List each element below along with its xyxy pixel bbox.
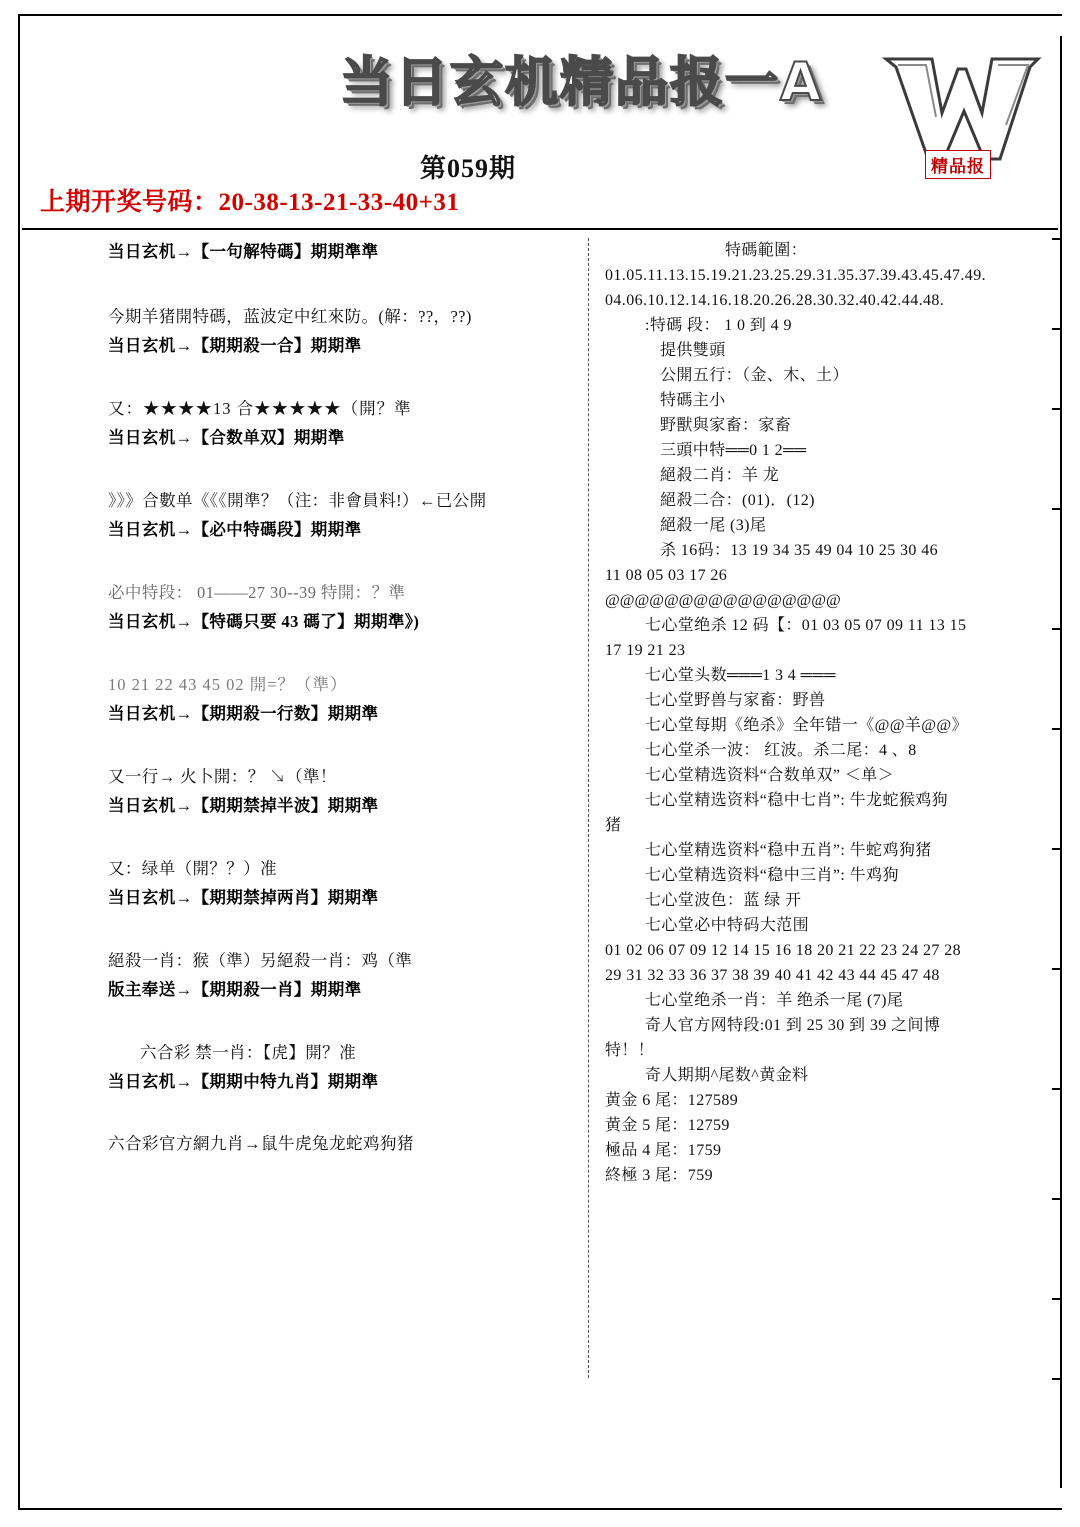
- list-item: [60, 856, 580, 912]
- header-divider: [22, 228, 1058, 230]
- block-head: 10 21 22 43 45 02 開=？（準）: [108, 675, 348, 694]
- right-line: 絕殺一尾 (3)尾: [660, 517, 767, 534]
- list-item: [60, 672, 580, 728]
- logo-mark-icon: [880, 55, 1050, 165]
- right-line: 七心堂精选资料“合数单双” ＜单＞: [645, 767, 895, 784]
- right-line: 七心堂精选资料“稳中三肖”: 牛鸡狗: [645, 867, 899, 884]
- list-item: [60, 764, 580, 820]
- block-main: 当日玄机→【期期中特九肖】期期準: [108, 1072, 379, 1091]
- right-line: 三頭中特══0 1 2══: [660, 442, 807, 459]
- badge-label: 精品报: [925, 150, 991, 179]
- right-line: 29 31 32 33 36 37 38 39 40 41 42 43 44 45 47 48: [605, 967, 940, 984]
- right-line: 黄金 6 尾：127589: [605, 1092, 739, 1109]
- column-divider: [588, 238, 590, 1378]
- right-line: 七心堂野兽与家畜：野兽: [645, 692, 826, 709]
- list-item: [60, 580, 580, 636]
- right-line: 絕殺二肖：羊 龙: [660, 467, 780, 484]
- right-line: 杀 16码：13 19 34 35 49 04 10 25 30 46: [660, 542, 938, 559]
- block-main: 当日玄机→【一句解特碼】期期準準: [108, 242, 379, 261]
- block-head: 六合彩 禁一肖：【虎】開？准: [140, 1043, 356, 1062]
- block-head: 又一行→ 火卜開：？ ↘（準！: [108, 767, 337, 786]
- right-line: 七心堂杀一波： 红波。杀二尾：4 、8: [645, 742, 917, 759]
- block-main: 当日玄机→【特碼只要 43 碼了】期期準》): [108, 612, 420, 631]
- block-head: 今期羊猪開特碼，蓝波定中红來防。(解：??，??): [108, 307, 472, 326]
- issue-number: 第059期: [420, 154, 517, 183]
- right-line: 特！！: [605, 1042, 655, 1059]
- right-line: 猪: [605, 817, 622, 834]
- right-line: 特碼主小: [660, 392, 726, 409]
- block-main: 当日玄机→【期期殺一合】期期準: [108, 336, 362, 355]
- right-line: :特碼 段： 1 0 到 4 9: [645, 317, 792, 334]
- page-title: 当日玄机精品报一A: [340, 52, 824, 113]
- right-line: 七心堂头数═══1 3 4 ═══: [645, 667, 836, 684]
- list-item: [60, 1040, 580, 1096]
- left-footer-text: 六合彩官方網九肖→鼠牛虎兔龙蛇鸡狗猪: [108, 1134, 414, 1153]
- block-main: 当日玄机→【期期禁掉两肖】期期準: [108, 888, 379, 907]
- right-line: 04.06.10.12.14.16.18.20.26.28.30.32.40.42.44.48.: [605, 292, 945, 309]
- block-head: 》》》合數单《《《開準？（注：非會員料!）←已公開: [108, 491, 487, 510]
- list-item: [60, 396, 580, 452]
- block-main: 当日玄机→【期期禁掉半波】期期準: [108, 796, 379, 815]
- right-line: 01.05.11.13.15.19.21.23.25.29.31.35.37.39.43.45.47.49.: [605, 267, 987, 284]
- right-line: 七心堂波色：蓝 绿 开: [645, 892, 802, 909]
- block-main: 当日玄机→【合数单双】期期準: [108, 428, 345, 447]
- left-column: [60, 238, 580, 1418]
- right-line: 七心堂精选资料“稳中七肖”: 牛龙蛇猴鸡狗: [645, 792, 949, 809]
- right-line: 野獸與家畜：家畜: [660, 417, 792, 434]
- right-line: 絕殺二合：(01)．(12): [660, 492, 815, 509]
- masthead: [0, 0, 1080, 216]
- block-main: 当日玄机→【期期殺一行数】期期準: [108, 704, 379, 723]
- right-line: 01 02 06 07 09 12 14 15 16 18 20 21 22 23 24 27 28: [605, 942, 961, 959]
- block-main: 版主奉送→【期期殺一肖】期期準: [108, 980, 362, 999]
- right-line: 七心堂绝杀 12 码【：01 03 05 07 09 11 13 15: [645, 617, 967, 634]
- right-line: 提供雙頭: [660, 342, 726, 359]
- right-line: 極品 4 尾：1759: [605, 1142, 722, 1159]
- right-line: @@@@@@@@@@@@@@@@: [605, 592, 841, 609]
- block-head: 又：绿单（開？？）准: [108, 859, 277, 878]
- right-line: 17 19 21 23: [605, 642, 686, 659]
- list-item: [60, 488, 580, 544]
- block-head: 絕殺一肖：猴（準）另絕殺一肖：鸡（準: [108, 951, 413, 970]
- right-line: 奇人期期^尾数^黄金料: [645, 1067, 809, 1084]
- list-item: [60, 304, 580, 360]
- right-line: 七心堂每期《绝杀》全年错一《@@羊@@》: [645, 717, 968, 734]
- list-item: [60, 238, 580, 266]
- right-line: 七心堂必中特码大范围: [645, 917, 810, 934]
- right-line: 特碼範圍：: [725, 242, 808, 259]
- right-line: 奇人官方网特段:01 到 25 30 到 39 之间博: [645, 1017, 941, 1034]
- right-line: 公開五行：（金、木、土）: [660, 367, 849, 384]
- right-line: 終極 3 尾：759: [605, 1167, 714, 1184]
- list-item: [60, 948, 580, 1004]
- block-head: 又：★★★★13 合★★★★★（開？準: [108, 399, 412, 418]
- right-line: 七心堂绝杀一肖：羊 绝杀一尾 (7)尾: [645, 992, 904, 1009]
- block-main: 当日玄机→【必中特碼段】期期準: [108, 520, 362, 539]
- right-line: 七心堂精选资料“稳中五肖”: 牛蛇鸡狗猪: [645, 842, 932, 859]
- last-draw-numbers: 上期开奖号码：20-38-13-21-33-40+31: [40, 189, 460, 216]
- frame-notch-bottom: [20, 1488, 1064, 1508]
- right-line: 黄金 5 尾：12759: [605, 1117, 730, 1134]
- block-head: 必中特段： 01——27 30--39 特開：？準: [108, 583, 406, 602]
- edge-ticks: [1052, 238, 1060, 1388]
- right-line: 11 08 05 03 17 26: [605, 567, 728, 584]
- right-column: [605, 238, 1060, 1418]
